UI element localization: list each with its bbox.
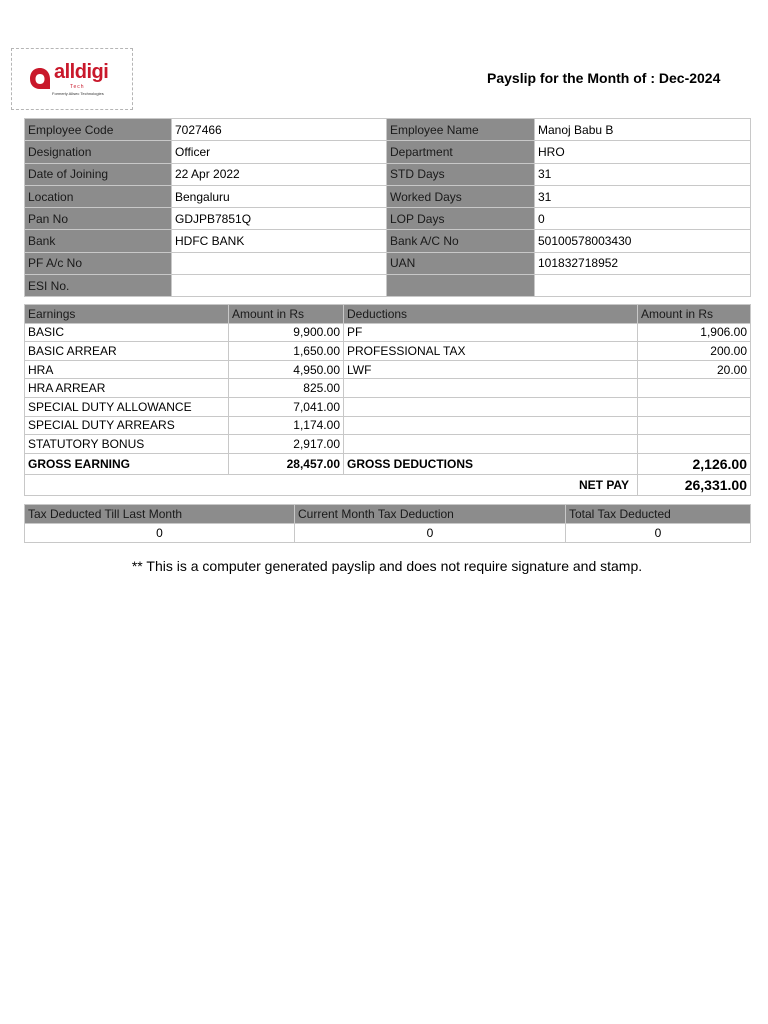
info-label: PF A/c No [25, 252, 172, 274]
total-tax-header: Total Tax Deducted [566, 505, 751, 524]
info-value: 50100578003430 [535, 230, 751, 252]
computer-generated-note: ** This is a computer generated payslip and does not require signature and stamp. [131, 558, 643, 574]
info-value: 101832718952 [535, 252, 751, 274]
earnings-deductions-table [24, 304, 751, 496]
info-value [172, 275, 387, 297]
info-value: HDFC BANK [172, 230, 387, 252]
gross-row [25, 453, 751, 474]
deduction-name [344, 416, 638, 435]
earning-amount: 2,917.00 [229, 435, 344, 454]
info-label: ESI No. [25, 275, 172, 297]
deduction-amount: 200.00 [638, 342, 751, 361]
info-row [25, 208, 751, 230]
logo-mark-icon [28, 65, 52, 91]
info-row [25, 141, 751, 163]
logo-tagline: Formerly Allsec Technologies [52, 91, 104, 96]
earning-amount: 4,950.00 [229, 360, 344, 379]
info-label: Bank A/C No [387, 230, 535, 252]
gross-earning-label: GROSS EARNING [25, 453, 229, 474]
deduction-amount: 1,906.00 [638, 323, 751, 342]
earning-name: SPECIAL DUTY ALLOWANCE [25, 397, 229, 416]
deduction-name: PROFESSIONAL TAX [344, 342, 638, 361]
earning-name: STATUTORY BONUS [25, 435, 229, 454]
current-month-tax-header: Current Month Tax Deduction [295, 505, 566, 524]
logo-brand: alldigi [54, 61, 109, 83]
earning-name: BASIC [25, 323, 229, 342]
tax-till-last-month-value: 0 [25, 524, 295, 543]
earning-name: HRA [25, 360, 229, 379]
deduction-name [344, 397, 638, 416]
net-pay-row [25, 474, 751, 495]
tax-till-last-month-header: Tax Deducted Till Last Month [25, 505, 295, 524]
earning-amount: 9,900.00 [229, 323, 344, 342]
info-value [172, 252, 387, 274]
company-logo [11, 48, 133, 110]
earning-name: BASIC ARREAR [25, 342, 229, 361]
info-value: Bengaluru [172, 185, 387, 207]
info-value: 7027466 [172, 119, 387, 141]
earning-amount: 1,174.00 [229, 416, 344, 435]
info-row [25, 185, 751, 207]
table-row [25, 416, 751, 435]
deduction-name [344, 435, 638, 454]
info-value: 31 [535, 163, 751, 185]
info-value: Manoj Babu B [535, 119, 751, 141]
tax-table [24, 504, 751, 543]
deduction-name [344, 379, 638, 398]
earnings-header: Earnings [25, 305, 229, 324]
info-label: UAN [387, 252, 535, 274]
deduction-amount [638, 379, 751, 398]
info-value: 0 [535, 208, 751, 230]
net-pay-label: NET PAY [25, 474, 638, 495]
info-value: Officer [172, 141, 387, 163]
employee-info-table [24, 118, 751, 297]
info-row [25, 119, 751, 141]
deduction-amount: 20.00 [638, 360, 751, 379]
deduction-amount [638, 435, 751, 454]
info-label: Date of Joining [25, 163, 172, 185]
net-pay-value: 26,331.00 [638, 474, 751, 495]
payslip-title: Payslip for the Month of : Dec-2024 [487, 70, 721, 86]
earning-name: SPECIAL DUTY ARREARS [25, 416, 229, 435]
logo-sub: Tech [70, 84, 85, 90]
info-label: Worked Days [387, 185, 535, 207]
gross-earning-value: 28,457.00 [229, 453, 344, 474]
info-label: Pan No [25, 208, 172, 230]
current-month-tax-value: 0 [295, 524, 566, 543]
deduction-name: PF [344, 323, 638, 342]
tax-header-row [25, 505, 751, 524]
info-label: STD Days [387, 163, 535, 185]
info-row [25, 230, 751, 252]
info-label [387, 275, 535, 297]
deductions-header: Deductions [344, 305, 638, 324]
info-value: GDJPB7851Q [172, 208, 387, 230]
info-label: Employee Code [25, 119, 172, 141]
table-row [25, 379, 751, 398]
total-tax-value: 0 [566, 524, 751, 543]
table-row [25, 360, 751, 379]
info-value: 22 Apr 2022 [172, 163, 387, 185]
info-label: Designation [25, 141, 172, 163]
deduction-amount [638, 416, 751, 435]
info-value: 31 [535, 185, 751, 207]
deduction-name: LWF [344, 360, 638, 379]
earning-amount: 825.00 [229, 379, 344, 398]
gross-deductions-label: GROSS DEDUCTIONS [344, 453, 638, 474]
earnings-amount-header: Amount in Rs [229, 305, 344, 324]
info-value [535, 275, 751, 297]
earning-name: HRA ARREAR [25, 379, 229, 398]
deductions-amount-header: Amount in Rs [638, 305, 751, 324]
info-row [25, 252, 751, 274]
table-row [25, 323, 751, 342]
earning-amount: 7,041.00 [229, 397, 344, 416]
info-value: HRO [535, 141, 751, 163]
info-label: Employee Name [387, 119, 535, 141]
info-row [25, 163, 751, 185]
info-label: Location [25, 185, 172, 207]
earning-amount: 1,650.00 [229, 342, 344, 361]
tax-value-row [25, 524, 751, 543]
info-row [25, 275, 751, 297]
info-label: LOP Days [387, 208, 535, 230]
table-row [25, 397, 751, 416]
info-label: Department [387, 141, 535, 163]
earnings-header-row [25, 305, 751, 324]
info-label: Bank [25, 230, 172, 252]
gross-deductions-value: 2,126.00 [638, 453, 751, 474]
table-row [25, 342, 751, 361]
deduction-amount [638, 397, 751, 416]
table-row [25, 435, 751, 454]
